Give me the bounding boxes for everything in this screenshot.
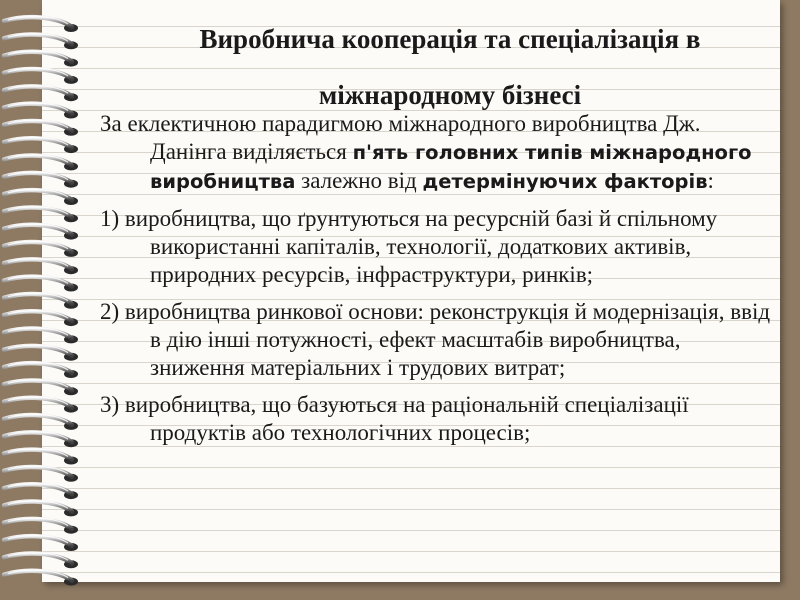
spiral-ring <box>4 51 78 66</box>
intro-paragraph <box>100 110 780 196</box>
spiral-ring <box>4 86 78 101</box>
spiral-ring <box>4 553 78 568</box>
spiral-ring <box>4 190 78 205</box>
spiral-binding <box>0 0 100 600</box>
spiral-ring <box>4 155 78 170</box>
list-item-2: 2) виробництва ринкової основи: реконструкція й модернізація, ввід в дію інші потужності, ефект масштабів виробництва, зниження матеріальних і трудових витрат; <box>100 299 771 380</box>
intro-text-after: : <box>707 168 714 193</box>
spiral-ring <box>4 501 78 516</box>
spiral-ring <box>4 518 78 533</box>
spiral-ring <box>4 484 78 499</box>
spiral-ring <box>4 68 78 83</box>
intro-bold-types: п'ять головних типів міжнародного виробництва <box>150 141 752 193</box>
spiral-ring <box>4 138 78 153</box>
slide-title-line-2: міжнародному бізнесі <box>318 80 582 110</box>
spiral-ring <box>4 34 78 49</box>
spiral-ring <box>4 345 78 360</box>
spiral-ring <box>4 207 78 222</box>
spiral-ring <box>4 241 78 256</box>
spiral-ring <box>4 224 78 239</box>
slide-body <box>100 110 780 456</box>
spiral-ring <box>4 536 78 551</box>
spiral-ring <box>4 432 78 447</box>
spiral-ring <box>4 328 78 343</box>
spiral-ring <box>4 363 78 378</box>
spiral-ring <box>4 293 78 308</box>
spiral-ring <box>4 311 78 326</box>
spiral-ring <box>4 449 78 464</box>
slide-title-line-1: Виробнича кооперація та спеціалізація в <box>199 24 701 54</box>
spiral-ring <box>4 17 78 32</box>
spiral-ring <box>4 103 78 118</box>
spiral-ring <box>4 397 78 412</box>
list-item-1: 1) виробництва, що ґрунтуються на ресурсній базі й спільному використанні капіталів, технології, додаткових активів, природних ресурсів, інфраструктури, ринків; <box>100 206 718 287</box>
spiral-ring <box>4 414 78 429</box>
spiral-ring <box>4 570 78 585</box>
intro-bold-factors: детермінуючих факторів <box>422 170 708 193</box>
spiral-ring <box>4 380 78 395</box>
spiral-ring <box>4 120 78 135</box>
spiral-ring <box>4 259 78 274</box>
spiral-ring <box>4 276 78 291</box>
spiral-ring <box>4 172 78 187</box>
intro-text-middle: залежно від <box>295 168 423 193</box>
list-item-3: 3) виробництва, що базуються на раціональній спеціалізації продуктів або технологічних процесів; <box>100 392 689 445</box>
intro-text-before: За еклектичною парадигмою міжнародного виробництва Дж. Данінга виділяється <box>100 111 701 164</box>
spiral-ring <box>4 466 78 481</box>
